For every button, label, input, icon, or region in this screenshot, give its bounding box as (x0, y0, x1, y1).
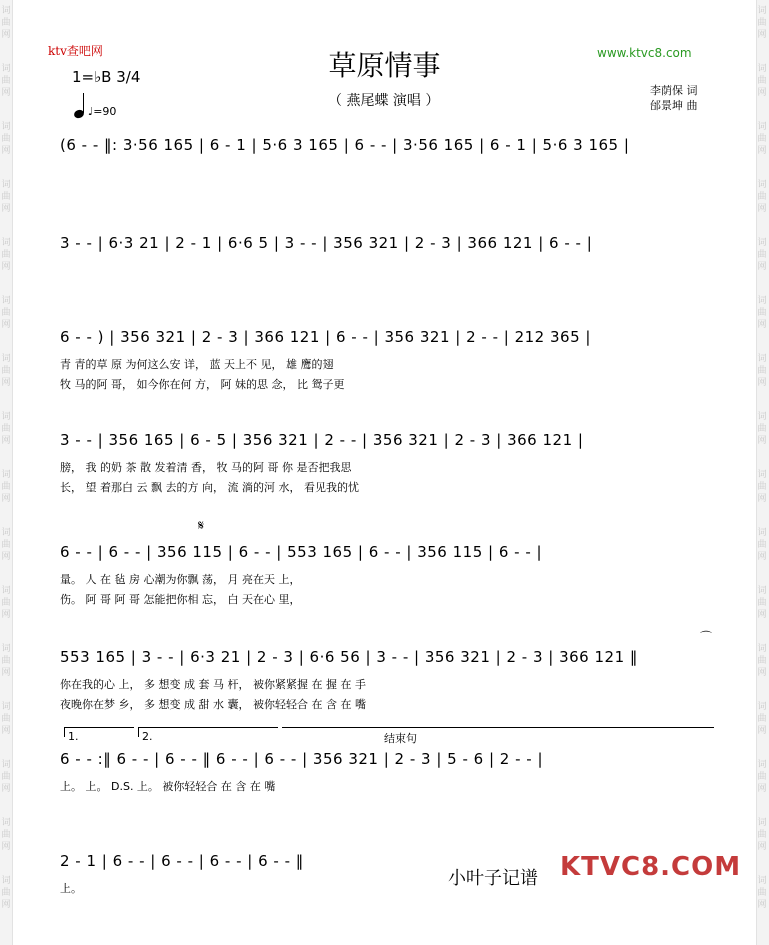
site-logo (560, 852, 741, 882)
side-watermark-text: 词 曲 网 (1, 528, 11, 562)
side-watermark-text: 词 曲 网 (757, 354, 767, 388)
score-row-2 (60, 232, 720, 272)
score-row-1 (60, 134, 720, 174)
score-row-4 (60, 429, 720, 499)
side-watermark-text: 词 曲 网 (757, 528, 767, 562)
lyrics-verse-1: 青 青的草 原 为何这么安 详， 蓝 天上不 见， 雄 鹰的翅 (60, 358, 334, 371)
notation-line: 2 - 1 | 6 - - | 6 - - | 6 - - | 6 - - ‖ (60, 852, 304, 870)
score-title: 草原情事 (328, 49, 441, 82)
lyrics-verse-1: 上。 (60, 882, 82, 895)
side-watermark-text: 词 曲 网 (757, 470, 767, 504)
volta-2-bracket (138, 727, 278, 728)
side-watermark-text: 词 曲 网 (757, 586, 767, 620)
lyrics-verse-2: 夜晚你在梦 乡， 多 想变 成 甜 水 囊， 被你轻轻合 在 含 在 嘴 (60, 698, 366, 711)
lyricist-credit: 李荫保 词 (650, 84, 698, 97)
score-row-6 (60, 646, 720, 716)
notation-line: 6 - - | 6 - - | 356 115 | 6 - - | 553 165 | 6 - - | 356 115 | 6 - - | (60, 543, 543, 561)
side-watermark-text: 词 曲 网 (757, 122, 767, 156)
side-watermark-text: 词 曲 网 (757, 6, 767, 40)
lyrics-verse-1: 上。 上。 D.S. 上。 被你轻轻合 在 含 在 嘴 (60, 780, 276, 793)
volta-1-bracket (64, 727, 134, 728)
side-watermark-text: 词 曲 网 (757, 238, 767, 272)
side-watermark-text: 词 曲 网 (757, 644, 767, 678)
side-watermark-text: 词 曲 网 (757, 180, 767, 214)
side-watermark-text: 词 曲 网 (1, 586, 11, 620)
notation-line: 6 - - :‖ 6 - - | 6 - - ‖ 6 - - | 6 - - | 356 321 | 2 - 3 | 5 - 6 | 2 - - | (60, 750, 544, 768)
side-watermark-text: 词 曲 网 (1, 702, 11, 736)
side-watermark-text: 词 曲 网 (757, 760, 767, 794)
side-watermark-text: 词 曲 网 (1, 122, 11, 156)
side-watermark-text: 词 曲 网 (1, 238, 11, 272)
volta-1-label: 1. (68, 730, 79, 743)
transcriber-signature: 小叶子记谱 (448, 868, 538, 889)
site-logo-text: KTVC8.COM (560, 852, 742, 882)
lyrics-verse-2: 伤。 阿 哥 阿 哥 怎能把你相 忘， 白 天在心 里， (60, 593, 301, 606)
side-watermark-text: 词 曲 网 (757, 64, 767, 98)
lyrics-verse-2: 长， 望 着那白 云 飘 去的方 向， 流 淌的河 水， 看见我的忧 (60, 481, 359, 494)
site-url: www.ktvc8.com (597, 46, 692, 60)
segno-icon: 𝄋 (198, 518, 205, 534)
side-watermark-text: 词 曲 网 (757, 296, 767, 330)
lyrics-verse-1: 膀， 我 的奶 茶 散 发着清 香， 牧 马的阿 哥 你 是否把我思 (60, 461, 352, 474)
volta-2-bracket-edge (138, 727, 139, 737)
quarter-note-stem (83, 93, 84, 113)
ending-label: 结束句 (384, 732, 417, 745)
side-watermark-text: 词 曲 网 (1, 644, 11, 678)
score-row-3 (60, 326, 720, 396)
score-row-7 (60, 748, 720, 798)
notation-line: 553 165 | 3 - - | 6·3 21 | 2 - 3 | 6·6 56 | 3 - - | 356 321 | 2 - 3 | 366 121 ‖ (60, 648, 638, 666)
side-watermark-text: 词 曲 网 (1, 64, 11, 98)
tempo-marking: ♩=90 (88, 105, 117, 118)
side-watermark-text: 词 曲 网 (1, 760, 11, 794)
lyrics-verse-1: 量。 人 在 毡 房 心潮为你飘 荡， 月 亮在天 上， (60, 573, 301, 586)
key-signature: 1=♭B 3/4 (72, 68, 141, 86)
side-watermark-text: 词 曲 网 (757, 876, 767, 910)
notation-line: 3 - - | 356 165 | 6 - 5 | 356 321 | 2 - - | 356 321 | 2 - 3 | 366 121 | (60, 431, 584, 449)
volta-2-label: 2. (142, 730, 153, 743)
lyrics-verse-2: 牧 马的阿 哥， 如今你在何 方， 阿 妹的思 念， 比 鸳子更 (60, 378, 345, 391)
side-watermark-text: 词 曲 网 (1, 412, 11, 446)
notation-line: 6 - - ) | 356 321 | 2 - 3 | 366 121 | 6 - - | 356 321 | 2 - - | 212 365 | (60, 328, 591, 346)
notation-line: 3 - - | 6·3 21 | 2 - 1 | 6·6 5 | 3 - - | 356 321 | 2 - 3 | 366 121 | 6 - - | (60, 234, 593, 252)
site-mark: ktv查吧网 (48, 44, 103, 58)
lyrics-verse-1: 你在我的心 上， 多 想变 成 套 马 杆， 被你紧紧握 在 握 在 手 (60, 678, 366, 691)
side-watermark-text: 词 曲 网 (1, 180, 11, 214)
score-row-5 (60, 541, 720, 611)
side-watermark-text: 词 曲 网 (1, 470, 11, 504)
side-watermark-text: 词 曲 网 (757, 818, 767, 852)
volta-1-bracket-edge (64, 727, 65, 737)
side-watermark-text: 词 曲 网 (1, 818, 11, 852)
composer-credit: 邰景坤 曲 (650, 99, 698, 112)
side-watermark-text: 词 曲 网 (757, 702, 767, 736)
ending-bracket (282, 727, 714, 728)
side-watermark-text: 词 曲 网 (757, 412, 767, 446)
side-watermark-text: 词 曲 网 (1, 354, 11, 388)
side-watermark-text: 词 曲 网 (1, 296, 11, 330)
performer-subtitle: （ 燕尾蝶 演唱 ） (328, 93, 440, 109)
side-watermark-text: 词 曲 网 (1, 876, 11, 910)
notation-line: (6 - - ‖: 3·56 165 | 6 - 1 | 5·6 3 165 | 6 - - | 3·56 165 | 6 - 1 | 5·6 3 165 | (60, 136, 630, 154)
fermata-icon: ⌒ (700, 630, 713, 644)
side-watermark-text: 词 曲 网 (1, 6, 11, 40)
